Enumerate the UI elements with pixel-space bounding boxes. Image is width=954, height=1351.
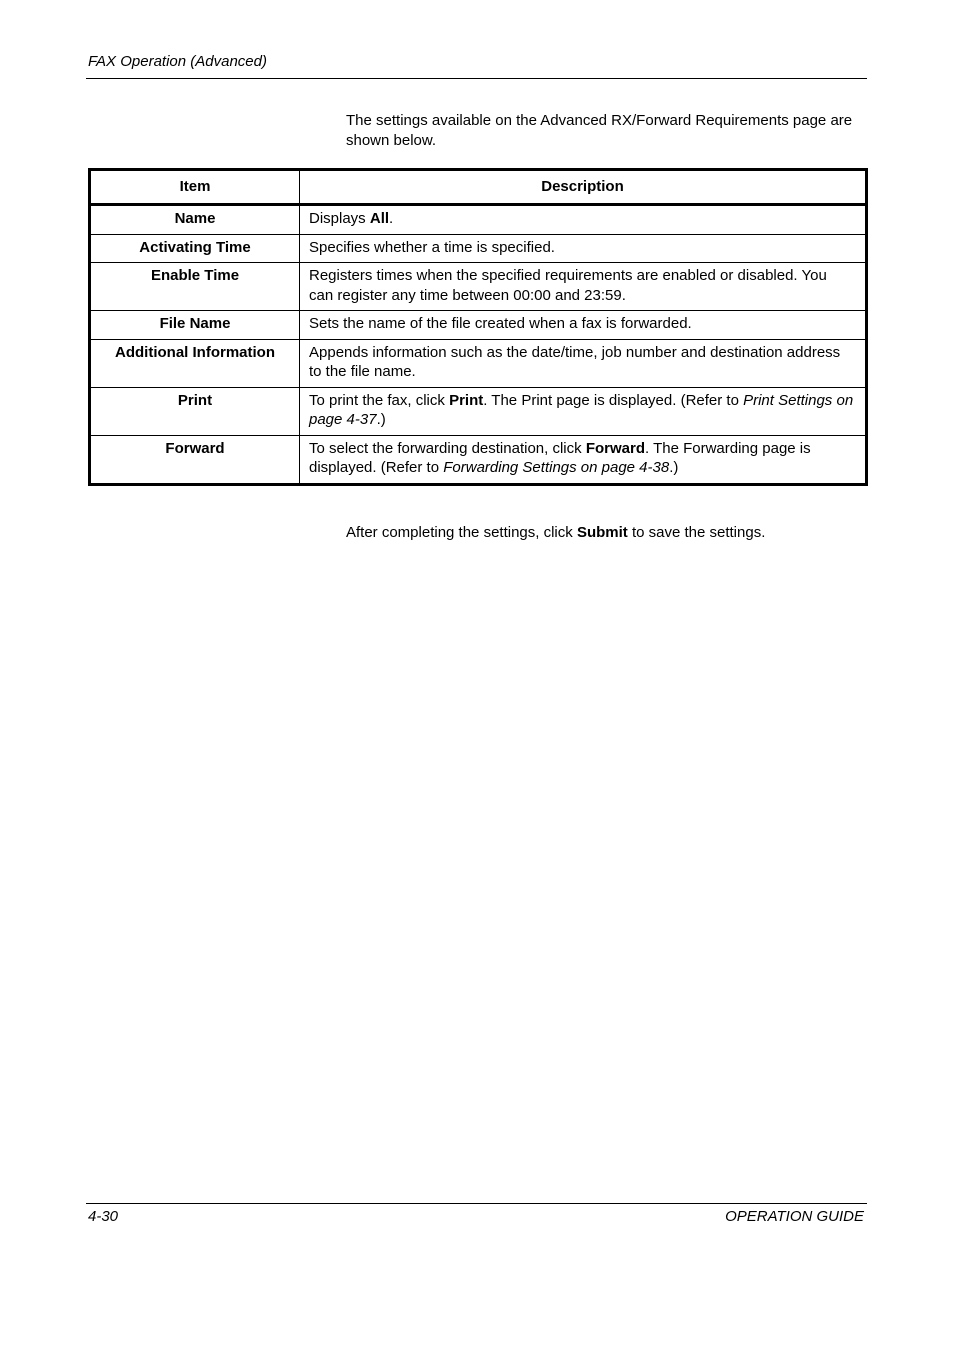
emphasis-bold: Forward	[585, 439, 645, 457]
emphasis-bold: Submit	[576, 524, 628, 541]
table-body	[90, 205, 867, 485]
description-cell	[300, 263, 867, 311]
text-run: .	[389, 210, 394, 227]
table-row	[90, 311, 867, 340]
text-run: . The Print page is displayed. (Refer to	[483, 391, 744, 409]
description-cell	[300, 311, 867, 340]
text-run: Displays	[309, 210, 370, 227]
item-cell: Name	[90, 205, 300, 235]
column-header-item: Item	[90, 170, 300, 205]
text-run: To print the fax, click	[309, 391, 450, 409]
item-cell: File Name	[90, 311, 300, 340]
text-run: Specifies whether a time is specified.	[309, 238, 555, 256]
text-run: To select the forwarding destination, click	[309, 439, 586, 457]
table-row	[90, 339, 867, 387]
text-run: . The Forwarding page is displayed. (Refer to	[309, 439, 811, 476]
running-header: FAX Operation (Advanced)	[88, 53, 267, 70]
description-cell	[300, 435, 867, 484]
emphasis-italic: Forwarding Settings on page 4-38	[443, 459, 670, 476]
emphasis-bold: All	[369, 210, 390, 227]
text-run: Registers times when the specified requirements are enabled or disabled. You can register any time between 00:00 and 23:59.	[309, 267, 827, 304]
text-run: .)	[376, 411, 386, 428]
item-cell: Enable Time	[90, 263, 300, 311]
settings-table	[88, 168, 868, 486]
item-cell: Additional Information	[90, 339, 300, 387]
description-cell	[300, 387, 867, 435]
column-header-description: Description	[300, 170, 867, 205]
text-run: After completing the settings, click	[346, 524, 577, 541]
text-run: to save the settings.	[627, 524, 766, 541]
description-cell	[300, 234, 867, 263]
footer-divider	[86, 1203, 867, 1204]
text-run: Appends information such as the date/time, job number and destination address to the file name.	[309, 343, 841, 380]
table-row	[90, 435, 867, 484]
item-cell: Print	[90, 387, 300, 435]
table-row	[90, 234, 867, 263]
emphasis-bold: Print	[449, 391, 484, 409]
description-cell	[300, 339, 867, 387]
item-cell: Forward	[90, 435, 300, 484]
guide-title: OPERATION GUIDE	[725, 1208, 864, 1225]
emphasis-italic: Print Settings on page 4-37	[309, 391, 854, 428]
description-cell	[300, 205, 867, 235]
closing-paragraph	[346, 524, 765, 541]
intro-paragraph: The settings available on the Advanced RX/Forward Requirements page are shown below.	[346, 112, 853, 149]
table-row	[90, 205, 867, 235]
table-header-row	[90, 170, 867, 205]
item-cell: Activating Time	[90, 234, 300, 263]
text-run: .)	[669, 459, 679, 476]
header-divider	[86, 78, 867, 79]
text-run: Sets the name of the file created when a fax is forwarded.	[309, 315, 692, 332]
table-row	[90, 263, 867, 311]
table-row	[90, 387, 867, 435]
page-number: 4-30	[88, 1208, 119, 1225]
